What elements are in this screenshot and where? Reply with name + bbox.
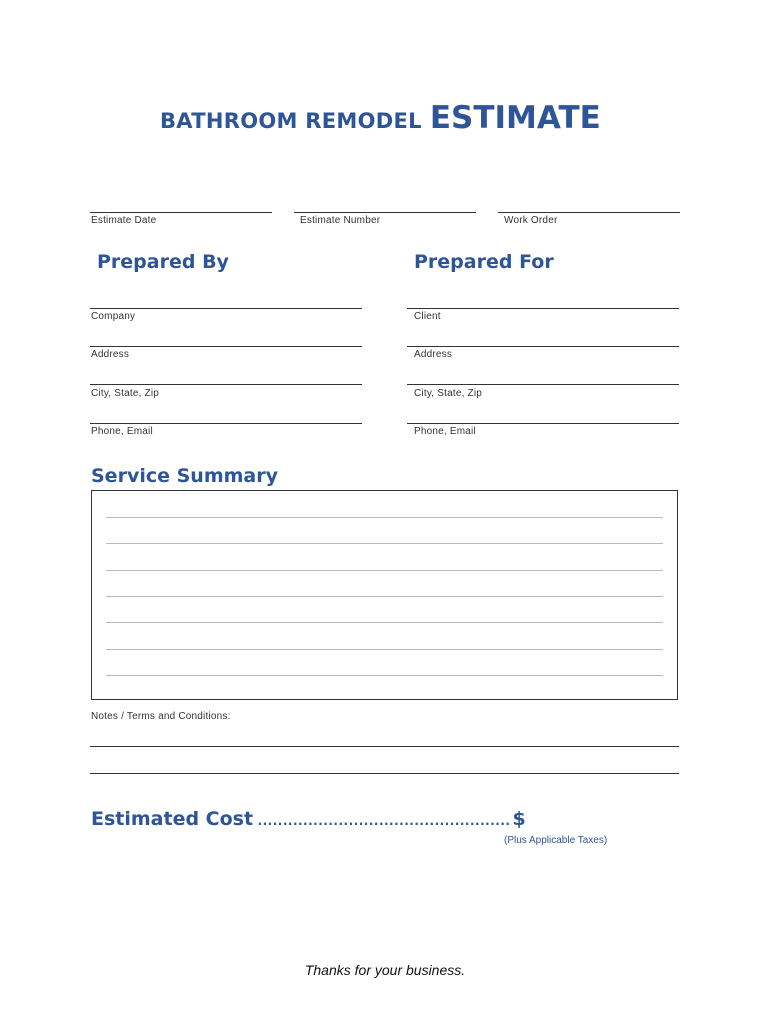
summary-line [106, 543, 663, 544]
thanks-message: Thanks for your business. [304, 962, 466, 978]
for-address-label: Address [414, 349, 453, 360]
for-address-line[interactable] [407, 346, 679, 347]
company-label: Company [91, 311, 136, 322]
service-summary-box[interactable] [91, 490, 678, 700]
summary-line [106, 517, 663, 518]
by-city-label: City, State, Zip [91, 388, 160, 399]
prepared-by-heading: Prepared By [97, 251, 229, 273]
work-order-line[interactable] [498, 212, 680, 213]
by-address-line[interactable] [90, 346, 362, 347]
for-phone-line[interactable] [407, 423, 679, 424]
estimated-cost-dots: .................................................. [257, 814, 511, 828]
taxes-note: (Plus Applicable Taxes) [504, 835, 608, 846]
notes-line-2[interactable] [90, 773, 679, 774]
by-city-line[interactable] [90, 384, 362, 385]
prepared-for-heading: Prepared For [414, 251, 554, 273]
estimate-number-line[interactable] [294, 212, 476, 213]
estimate-date-label: Estimate Date [91, 215, 157, 226]
summary-line [106, 596, 663, 597]
estimate-date-line[interactable] [90, 212, 272, 213]
estimated-cost-row [91, 808, 526, 830]
service-summary-heading: Service Summary [91, 465, 278, 487]
for-city-line[interactable] [407, 384, 679, 385]
summary-line [106, 649, 663, 650]
estimate-number-label: Estimate Number [300, 215, 381, 226]
company-line[interactable] [90, 308, 362, 309]
work-order-label: Work Order [504, 215, 558, 226]
currency-symbol: $ [512, 808, 526, 830]
for-phone-label: Phone, Email [414, 426, 476, 437]
notes-line-1[interactable] [90, 746, 679, 747]
notes-label: Notes / Terms and Conditions: [91, 711, 231, 722]
summary-line [106, 570, 663, 571]
summary-line [106, 675, 663, 676]
for-city-label: City, State, Zip [414, 388, 483, 399]
title-main: ESTIMATE [429, 100, 601, 136]
estimated-cost-label: Estimated Cost [91, 808, 254, 830]
by-address-label: Address [91, 349, 130, 360]
client-label: Client [414, 311, 441, 322]
by-phone-label: Phone, Email [91, 426, 153, 437]
title-prefix: BATHROOM REMODEL [160, 109, 422, 133]
summary-line [106, 622, 663, 623]
client-line[interactable] [407, 308, 679, 309]
by-phone-line[interactable] [90, 423, 362, 424]
